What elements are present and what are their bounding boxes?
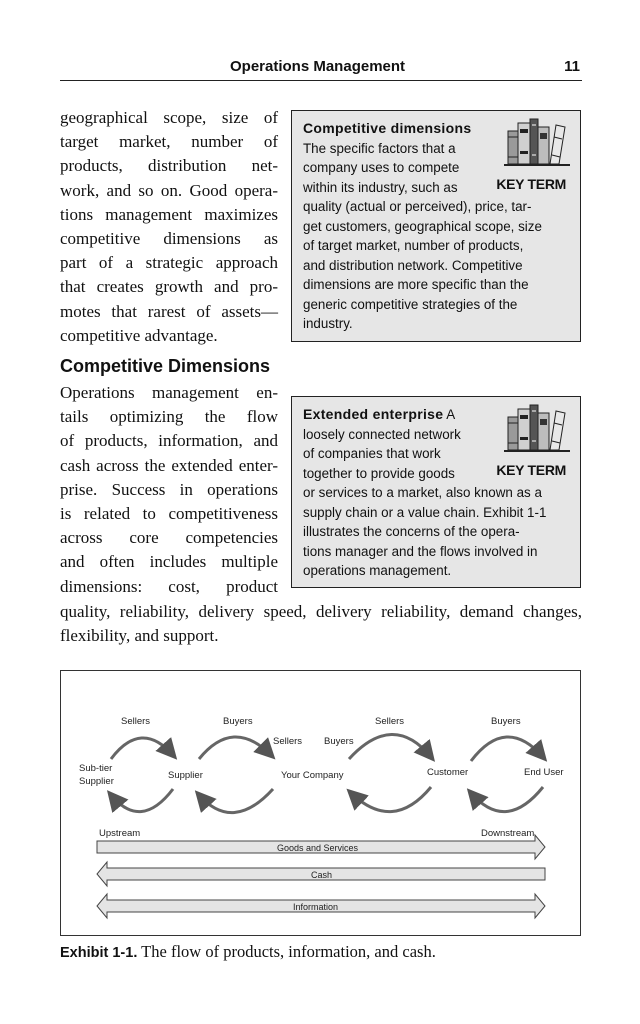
running-title: Operations Management bbox=[230, 58, 406, 75]
text-line: loosely connected network bbox=[303, 426, 461, 442]
label-sellers: Sellers bbox=[273, 736, 303, 747]
text-line: tions management maximizes bbox=[60, 204, 278, 224]
paragraph-2-continued bbox=[60, 600, 582, 648]
text-line: company uses to compete bbox=[303, 160, 460, 175]
label-upstream: Upstream bbox=[99, 828, 141, 839]
text-line: tions manager and the flows involved in bbox=[303, 543, 538, 559]
label-sellers: Sellers bbox=[121, 716, 151, 727]
text-line: of companies that work bbox=[303, 446, 441, 461]
text-line: work, and so on. Good opera- bbox=[60, 180, 278, 200]
arrow-curve bbox=[471, 787, 543, 812]
text-line: motes that rarest of assets— bbox=[60, 301, 278, 321]
text-line: target market, number of bbox=[60, 132, 278, 152]
text-line: competitive dimensions as bbox=[60, 229, 278, 249]
text-line: The specific factors that a bbox=[303, 140, 456, 156]
arrow-curve bbox=[111, 789, 173, 812]
label-buyers: Buyers bbox=[324, 736, 354, 747]
text-line: illustrates the concerns of the opera- bbox=[303, 524, 520, 539]
label-sellers: Sellers bbox=[375, 716, 405, 727]
label-downstream: Downstream bbox=[481, 828, 535, 839]
books-icon bbox=[502, 117, 572, 167]
caption-text: The flow of products, information, and cash. bbox=[137, 942, 436, 961]
key-term-label: KEY TERM bbox=[496, 462, 566, 478]
key-term-label: KEY TERM bbox=[496, 176, 566, 192]
exhibit-diagram bbox=[60, 670, 581, 936]
caption-label: Exhibit 1-1. bbox=[60, 945, 138, 961]
arrow-curve bbox=[199, 789, 273, 813]
text-line: and often includes multiple bbox=[60, 552, 278, 572]
label-buyers: Buyers bbox=[491, 716, 521, 727]
arrow-curve bbox=[349, 734, 431, 759]
books-icon bbox=[502, 403, 572, 453]
section-heading: Competitive Dimensions bbox=[60, 356, 271, 376]
text-line: products, distribution net- bbox=[60, 156, 278, 176]
arrow-curve bbox=[471, 737, 543, 761]
arrow-curve bbox=[111, 738, 173, 759]
text-line: of products, information, and bbox=[60, 431, 278, 451]
text-line: quality (actual or perceived), price, tar- bbox=[303, 199, 532, 214]
node-customer: Customer bbox=[427, 767, 469, 778]
text-line: dimensions: cost, product bbox=[60, 576, 278, 596]
text-line: and distribution network. Competitive bbox=[303, 257, 523, 273]
text-line: tails optimizing the flow bbox=[60, 407, 278, 427]
arrow-curve bbox=[199, 737, 271, 759]
flow-label-goods: Goods and Services bbox=[277, 843, 359, 853]
node-supplier: Supplier bbox=[168, 770, 203, 781]
text-line: together to provide goods bbox=[303, 465, 455, 481]
text-line: of target market, number of products, bbox=[303, 238, 524, 253]
text-line: competitive advantage. bbox=[60, 325, 218, 345]
key-term-title: Extended enterprise bbox=[303, 406, 444, 422]
text-line: Operations management en- bbox=[60, 383, 278, 402]
text-line: geographical scope, size of bbox=[60, 108, 278, 127]
text-line: get customers, geographical scope, size bbox=[303, 218, 542, 234]
text-line: or services to a market, also known as a bbox=[303, 485, 542, 500]
paragraph-1 bbox=[60, 106, 278, 348]
node-sub-tier-supplier: Supplier bbox=[79, 776, 114, 787]
flow-label-cash: Cash bbox=[311, 870, 333, 880]
node-end-user: End User bbox=[524, 767, 564, 778]
text-line: is related to competitiveness bbox=[60, 504, 278, 524]
figure-caption bbox=[60, 942, 436, 962]
text-line: prise. Success in operations bbox=[60, 479, 278, 499]
paragraph-2 bbox=[60, 381, 278, 599]
text-line: generic competitive strategies of the bbox=[303, 296, 518, 312]
text-line: across core competencies bbox=[60, 528, 278, 548]
arrow-curve bbox=[351, 787, 431, 812]
text-line: supply chain or a value chain. Exhibit 1-1 bbox=[303, 504, 547, 520]
text-line: dimensions are more specific than the bbox=[303, 277, 529, 292]
text-line: operations management. bbox=[303, 563, 452, 578]
running-header bbox=[60, 56, 582, 81]
text-line: part of a strategic approach bbox=[60, 253, 278, 273]
text-line: within its industry, such as bbox=[303, 179, 458, 195]
node-sub-tier: Sub-tier bbox=[79, 763, 113, 774]
key-term-suffix: A bbox=[446, 407, 456, 422]
text-line: flexibility, and support. bbox=[60, 626, 219, 646]
key-term-box-competitive-dimensions bbox=[291, 110, 581, 342]
flow-label-information: Information bbox=[293, 902, 339, 912]
node-your-company: Your Company bbox=[281, 770, 344, 781]
key-term-box-extended-enterprise bbox=[291, 396, 581, 588]
label-buyers: Buyers bbox=[223, 716, 253, 727]
page-number: 11 bbox=[564, 58, 580, 75]
text-line: industry. bbox=[303, 316, 353, 331]
text-line: cash across the extended enter- bbox=[60, 455, 278, 475]
key-term-title: Competitive dimensions bbox=[303, 120, 472, 136]
text-line: that creates growth and pro- bbox=[60, 277, 278, 297]
text-line: quality, reliability, delivery speed, delivery reliability, demand changes, bbox=[60, 602, 582, 621]
